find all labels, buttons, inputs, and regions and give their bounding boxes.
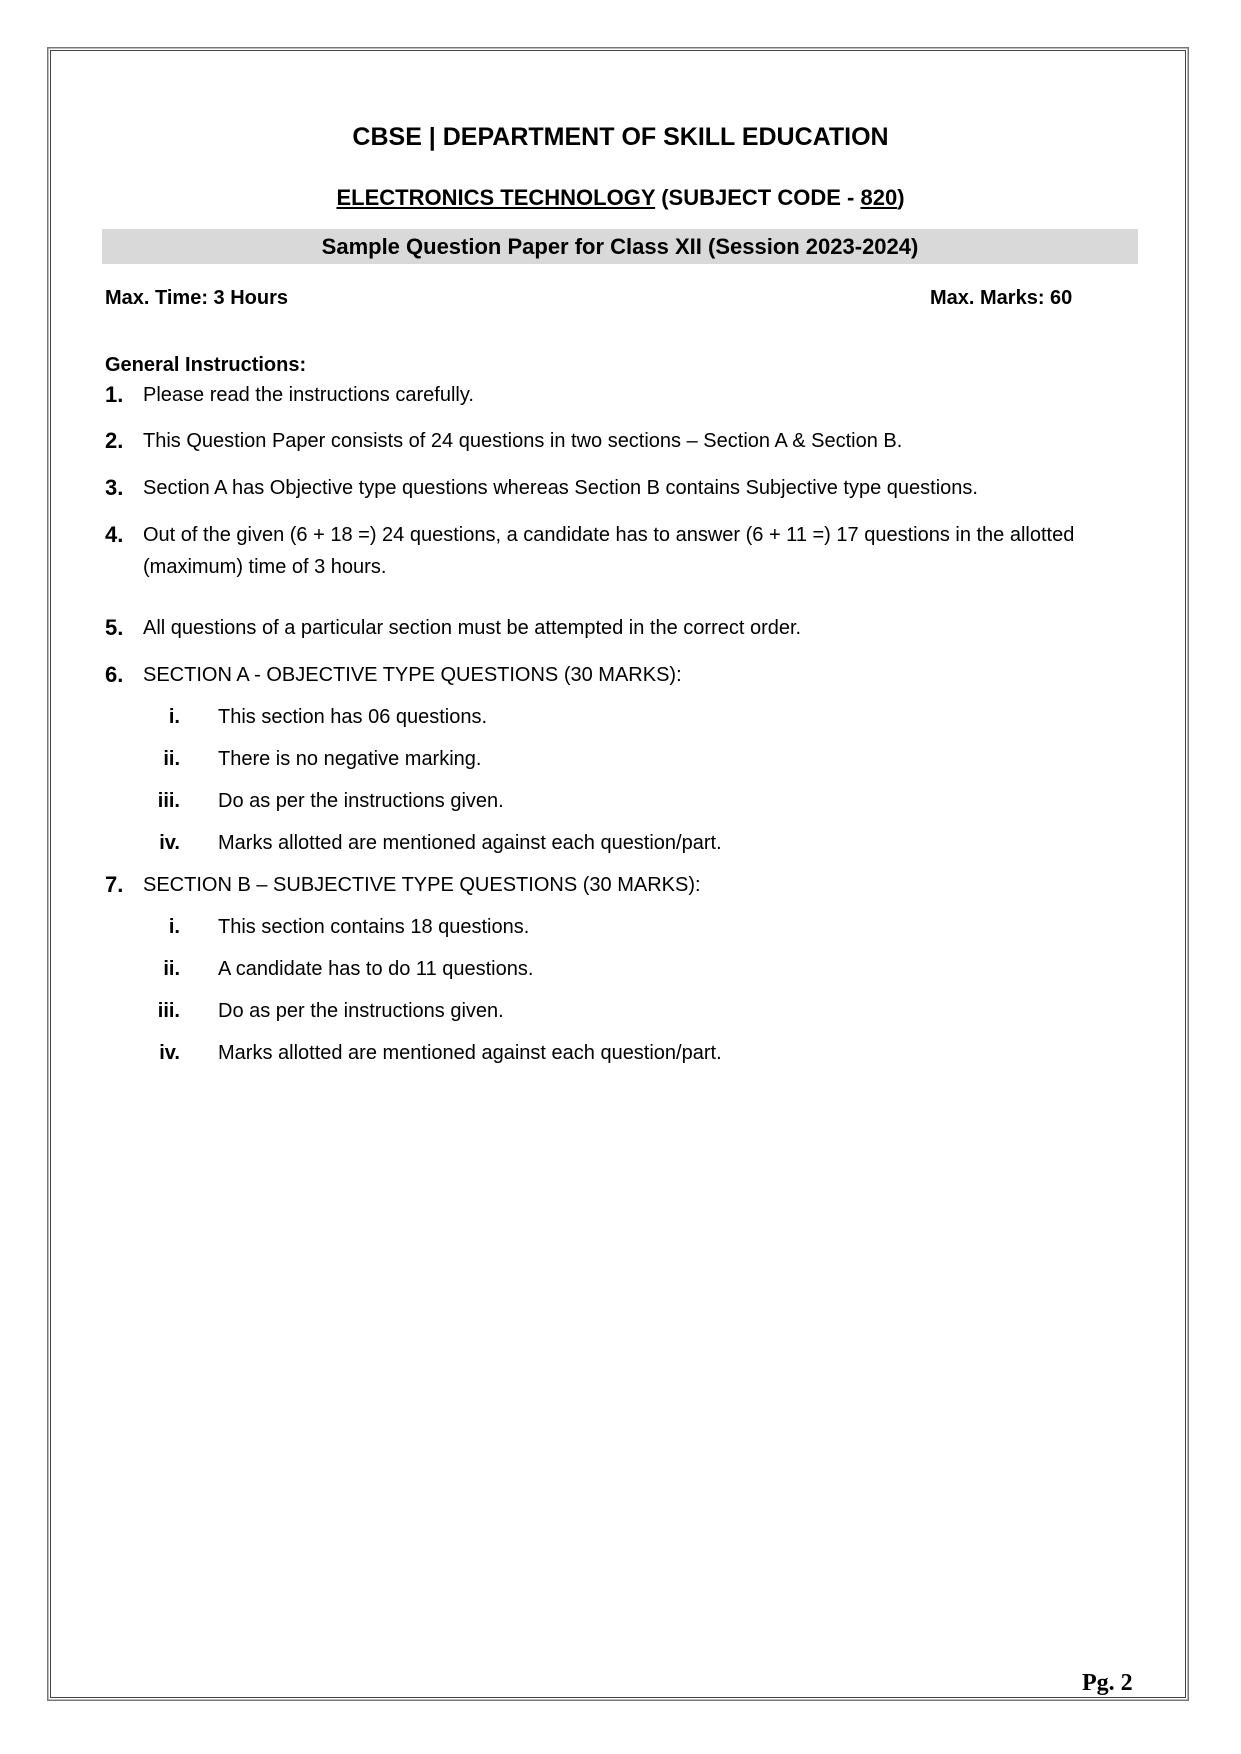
instruction-number: 6. [105,662,124,687]
instruction-text: SECTION A - OBJECTIVE TYPE QUESTIONS (30 MARKS): [143,664,682,686]
instruction-item [105,869,1135,901]
instruction-text: SECTION B – SUBJECTIVE TYPE QUESTIONS (30 MARKS): [143,874,701,896]
instruction-number: 1. [105,382,124,407]
instruction-item [105,659,1135,691]
page-title: CBSE | DEPARTMENT OF SKILL EDUCATION [352,123,889,151]
roman-number: iv. [159,1042,180,1064]
section-a-text: Marks allotted are mentioned against each question/part. [218,832,722,854]
instruction-text: Section A has Objective type questions whereas Section B contains Subjective type questions. [143,477,978,499]
roman-number: ii. [163,958,180,980]
instruction-item [105,425,1135,457]
instruction-item [105,519,1135,583]
section-a-text: Do as per the instructions given. [218,790,504,812]
session-banner: Sample Question Paper for Class XII (Session 2023-2024) [102,229,1138,264]
instruction-text: Please read the instructions carefully. [143,384,474,406]
subject-code-suffix: ) [897,185,905,210]
roman-number: iii. [157,790,180,812]
section-a-item [150,828,1050,858]
subject-code-prefix: (SUBJECT CODE - [655,185,861,210]
instruction-item [105,472,1135,504]
instruction-number: 7. [105,872,124,897]
max-marks: Max. Marks: 60 [930,287,1073,309]
max-time: Max. Time: 3 Hours [105,287,289,309]
instruction-number: 2. [105,428,124,453]
instructions-heading: General Instructions: [105,354,307,376]
section-b-item [150,954,1050,984]
subject-code: 820 [860,185,898,210]
section-a-item [150,744,1050,774]
section-b-text: A candidate has to do 11 questions. [218,958,534,980]
section-a-text: There is no negative marking. [218,748,482,770]
page-number: Pg. 2 [1082,1670,1133,1696]
instruction-item [105,379,1135,411]
subject-name: ELECTRONICS TECHNOLOGY [336,185,656,210]
roman-number: ii. [163,748,180,770]
instruction-number: 5. [105,615,124,640]
section-a-item [150,702,1050,732]
roman-number: iv. [159,832,180,854]
instruction-number: 3. [105,475,124,500]
section-b-item [150,1038,1050,1068]
roman-number: i. [168,706,180,728]
section-a-item [150,786,1050,816]
roman-number: i. [168,916,180,938]
section-b-item [150,996,1050,1026]
section-b-text: Marks allotted are mentioned against each question/part. [218,1042,722,1064]
instruction-item [105,612,1135,644]
instruction-text: Out of the given (6 + 18 =) 24 questions, a candidate has to answer (6 + 11 =) 17 questions in the allotted (maximum) time of 3 hours. [143,524,1075,578]
roman-number: iii. [157,1000,180,1022]
section-b-text: This section contains 18 questions. [218,916,530,938]
instruction-number: 4. [105,522,124,547]
section-a-text: This section has 06 questions. [218,706,488,728]
section-b-item [150,912,1050,942]
section-b-text: Do as per the instructions given. [218,1000,504,1022]
instruction-text: This Question Paper consists of 24 questions in two sections – Section A & Section B. [143,430,903,452]
subject-line [0,185,1241,211]
instruction-text: All questions of a particular section must be attempted in the correct order. [143,617,802,639]
